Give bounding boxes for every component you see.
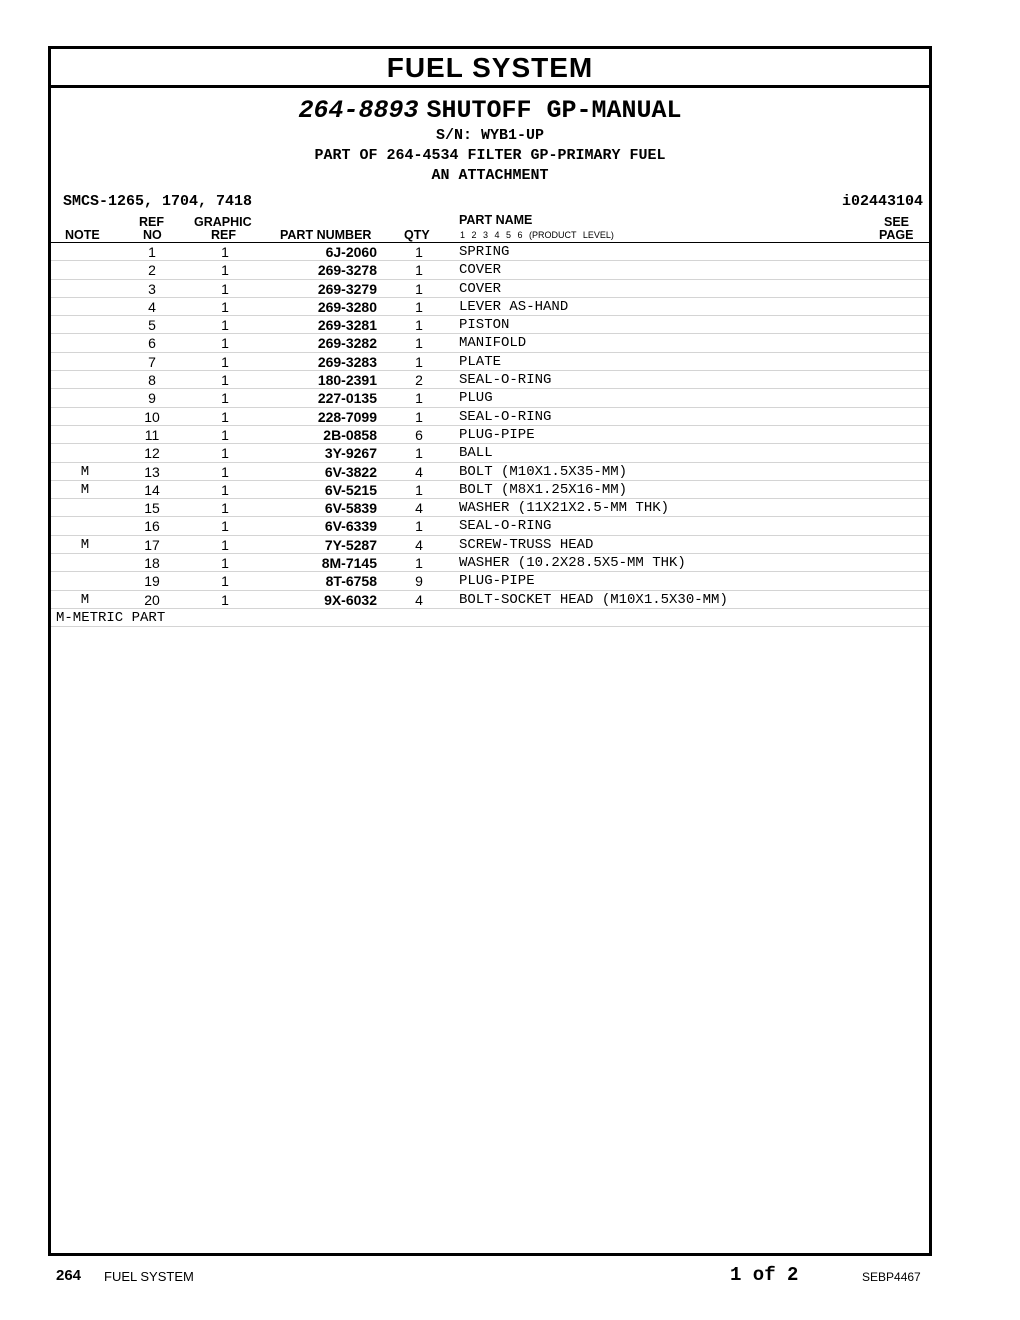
part-number-cell: 6V-5215 [324,481,377,498]
table-row [51,316,929,334]
ref-no-cell: 9 [148,390,156,407]
smcs-codes: SMCS-1265, 1704, 7418 [63,193,253,210]
part-name-cell: PLUG [459,390,493,407]
part-number-cell: 180-2391 [317,372,377,389]
qty-cell: 1 [415,317,423,334]
part-name-cell: PISTON [459,317,510,334]
page-footer [0,1264,1020,1288]
table-row [51,591,929,609]
part-name-cell: COVER [459,280,502,297]
part-number-cell: 8T-6758 [325,573,377,590]
qty-cell: 1 [415,280,423,297]
part-number-cell: 6J-2060 [325,244,377,260]
table-row [51,463,929,481]
table-row [51,334,929,352]
metric-note-row [51,609,929,627]
graphic-ref-cell: 1 [221,481,229,498]
ref-no-cell: 10 [144,408,160,425]
graphic-ref-cell: 1 [221,390,229,407]
part-number-cell: 6V-6339 [324,518,377,535]
table-row [51,481,929,499]
parts-table-body [51,243,929,609]
qty-cell: 6 [415,426,423,443]
part-name-cell: MANIFOLD [459,335,527,352]
qty-cell: 1 [415,390,423,407]
table-row [51,517,929,535]
col-part-number: PART NUMBER [280,228,372,242]
metric-note: M-METRIC PART [56,609,166,626]
graphic-ref-cell: 1 [221,298,229,315]
ref-no-cell: 4 [148,298,156,315]
part-name-cell: SCREW-TRUSS HEAD [459,536,594,553]
part-name-cell: WASHER (11X21X2.5-MM THK) [459,500,670,517]
graphic-ref-cell: 1 [221,317,229,334]
qty-cell: 1 [415,555,423,572]
note-cell: M [80,536,90,553]
qty-cell: 1 [415,518,423,535]
graphic-ref-cell: 1 [221,335,229,352]
qty-cell: 1 [415,262,423,279]
col-note: NOTE [65,228,100,242]
col-see-top: SEE [884,215,910,229]
qty-cell: 1 [415,298,423,315]
part-name-cell: SEAL-O-RING [459,372,552,389]
footer-section: FUEL SYSTEM [104,1269,194,1284]
table-row [51,371,929,389]
part-name-cell: PLUG-PIPE [459,426,535,443]
group-title [51,96,929,126]
ref-no-cell: 14 [144,481,160,498]
qty-cell: 9 [415,573,423,590]
graphic-ref-cell: 1 [221,244,229,260]
col-ref-top: REF [139,215,164,229]
graphic-ref-cell: 1 [221,426,229,443]
part-number-cell: 269-3278 [317,262,377,279]
group-header [51,96,929,186]
part-number-cell: 8M-7145 [321,555,377,572]
ref-no-cell: 13 [144,463,160,480]
part-name-cell: SPRING [459,244,510,260]
graphic-ref-cell: 1 [221,555,229,572]
qty-cell: 1 [415,353,423,370]
part-name-cell: BOLT (M8X1.25X16-MM) [459,481,628,498]
part-name-cell: BALL [459,445,493,462]
graphic-ref-cell: 1 [221,463,229,480]
part-number-cell: 269-3282 [317,335,377,352]
table-row [51,408,929,426]
col-qty: QTY [404,228,430,242]
ref-no-cell: 17 [144,536,160,553]
col-part-name: PART NAME [459,213,533,227]
part-number-cell: 6V-3822 [324,463,377,480]
qty-cell: 2 [415,372,423,389]
ref-no-cell: 7 [148,353,156,370]
table-row [51,554,929,572]
ref-no-cell: 2 [148,262,156,279]
col-graphic-top: GRAPHIC [194,215,252,229]
col-graphic-bottom: REF [211,228,236,242]
group-part-number: 264-8893 [298,96,419,125]
graphic-ref-cell: 1 [221,445,229,462]
graphic-ref-cell: 1 [221,500,229,517]
qty-cell: 1 [415,408,423,425]
table-row [51,499,929,517]
col-ref-bottom: NO [143,228,162,242]
part-number-cell: 7Y-5287 [324,536,377,553]
part-name-cell: SEAL-O-RING [459,408,552,425]
part-name-cell: SEAL-O-RING [459,518,552,535]
ref-no-cell: 6 [148,335,156,352]
part-name-cell: COVER [459,262,502,279]
footer-doc-id: SEBP4467 [862,1270,921,1284]
ref-no-cell: 3 [148,280,156,297]
part-number-cell: 6V-5839 [324,500,377,517]
table-row [51,426,929,444]
qty-cell: 1 [415,481,423,498]
part-name-cell: PLATE [459,353,502,370]
graphic-ref-cell: 1 [221,518,229,535]
table-row [51,572,929,590]
note-cell: M [80,481,90,498]
parts-page-frame [48,46,932,1256]
table-row [51,389,929,407]
part-number-cell: 228-7099 [317,408,377,425]
part-number-cell: 269-3281 [317,317,377,334]
table-row [51,243,929,261]
qty-cell: 1 [415,445,423,462]
ref-no-cell: 19 [144,573,160,590]
part-number-cell: 227-0135 [317,390,377,407]
note-cell: M [80,591,90,608]
table-row [51,444,929,462]
ref-no-cell: 20 [144,591,160,608]
ref-no-cell: 5 [148,317,156,334]
serial-number: S/N: WYB1-UP [435,127,545,144]
part-name-cell: WASHER (10.2X28.5X5-MM THK) [459,555,686,572]
part-name-cell: BOLT (M10X1.5X35-MM) [459,463,628,480]
part-number-cell: 269-3280 [317,298,377,315]
part-name-cell: LEVER AS-HAND [459,298,569,315]
ref-no-cell: 16 [144,518,160,535]
graphic-ref-cell: 1 [221,280,229,297]
graphic-ref-cell: 1 [221,591,229,608]
part-number-cell: 3Y-9267 [324,445,377,462]
qty-cell: 4 [415,536,423,553]
graphic-ref-cell: 1 [221,536,229,553]
note-cell: M [80,463,90,480]
ref-no-cell: 18 [144,555,160,572]
part-of-line: PART OF 264-4534 FILTER GP-PRIMARY FUEL [314,147,666,164]
table-header [51,213,929,243]
ref-no-cell: 1 [148,244,156,260]
table-row [51,261,929,279]
graphic-ref-cell: 1 [221,353,229,370]
col-see-bottom: PAGE [879,228,914,242]
ref-no-cell: 15 [144,500,160,517]
illustration-id: i02443104 [841,193,923,210]
qty-cell: 4 [415,463,423,480]
qty-cell: 1 [415,244,423,260]
ref-no-cell: 8 [148,372,156,389]
table-row [51,353,929,371]
part-number-cell: 2B-0858 [323,426,377,443]
part-name-cell: PLUG-PIPE [459,573,535,590]
page-title: FUEL SYSTEM [51,49,929,88]
graphic-ref-cell: 1 [221,262,229,279]
group-name: SHUTOFF GP-MANUAL [426,96,682,125]
qty-cell: 4 [415,591,423,608]
part-number-cell: 269-3283 [317,353,377,370]
graphic-ref-cell: 1 [221,573,229,590]
smcs-row [51,191,929,213]
footer-page-of: 1 of 2 [730,1264,799,1286]
table-row [51,298,929,316]
footer-page-number: 264 [56,1267,82,1284]
qty-cell: 4 [415,500,423,517]
graphic-ref-cell: 1 [221,408,229,425]
part-name-cell: BOLT-SOCKET HEAD (M10X1.5X30-MM) [459,591,728,608]
qty-cell: 1 [415,335,423,352]
ref-no-cell: 12 [144,445,160,462]
table-row [51,280,929,298]
part-number-cell: 9X-6032 [324,591,377,608]
part-number-cell: 269-3279 [317,280,377,297]
group-type: AN ATTACHMENT [431,167,549,184]
table-row [51,536,929,554]
col-product-levels: 1 2 3 4 5 6 (PRODUCT LEVEL) [460,230,614,240]
graphic-ref-cell: 1 [221,372,229,389]
ref-no-cell: 11 [144,426,160,443]
